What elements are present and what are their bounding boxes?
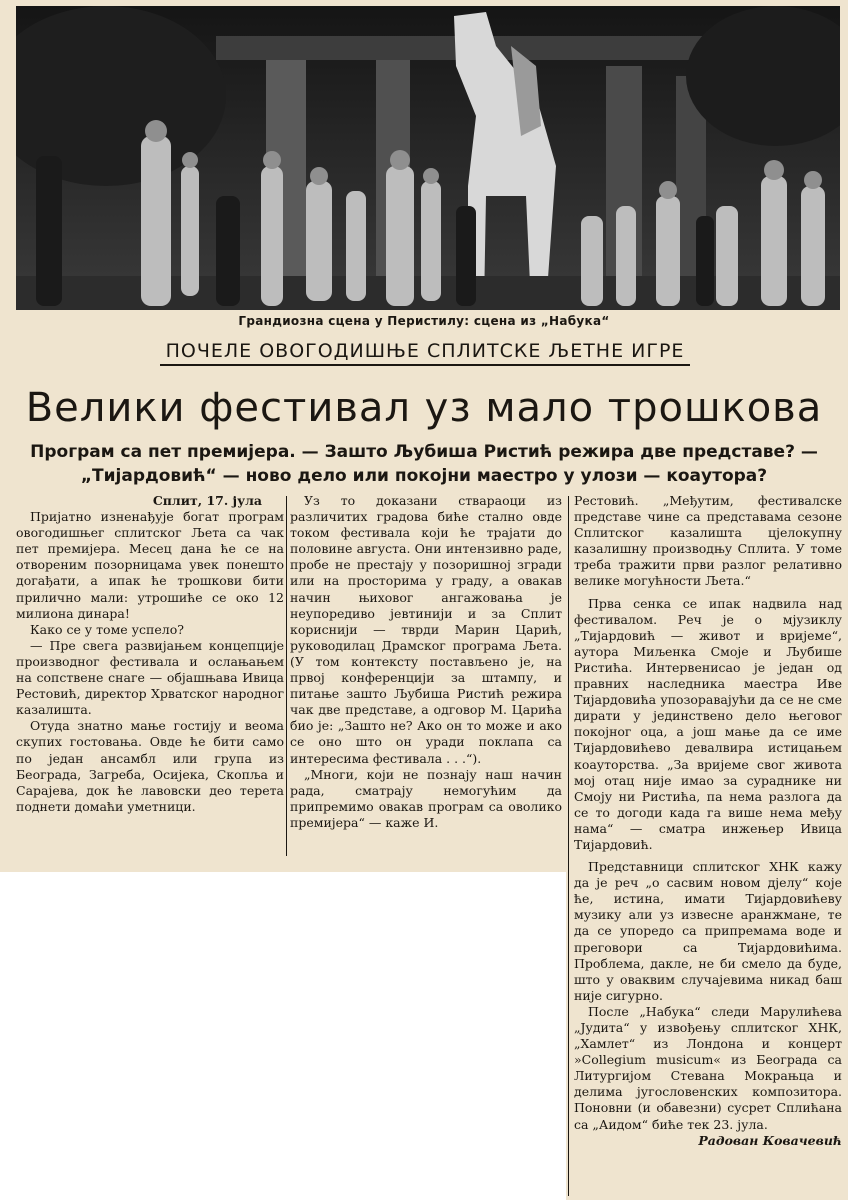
column-1: [16, 493, 284, 815]
photo-caption: Грандиозна сцена у Перистилу: сцена из „Набука“: [238, 314, 610, 328]
paragraph: Представници сплитског ХНК кажу да је реч „о сасвим новом дјелу“ које ће, истина, имати Тијардовићеву музику али уз извесне аранжмане, те да се упоредо са припремама воде и преговори са Тијардовићима. Проблема, дакле, не би смело да буде, што у оваквим случајевима никад баш није сигурно.: [574, 859, 842, 1003]
headline: Велики фестивал уз мало трошкова: [25, 385, 823, 431]
column-rule: [286, 496, 287, 856]
stage-photo: [16, 6, 840, 310]
subhead: [14, 440, 834, 488]
dateline: Сплит, 17. јула: [152, 493, 262, 508]
paragraph: Уз то доказани ствараоци из различитих градова биће стално овде током фестивала који ће трајати до половине августа. Они интензивно раде, пробе не престају у позоришној згради или на просторима у граду, а овакав начин њиховог ангажовања је неупоредиво јевтинији и за Сплит кориснији — тврди Марин Царић, руководилац Драмског програма Љета. (У том контексту постављено је, на првој конференцији за штампу, и питање зашто Љубиша Ристић режира чак две представе, а одговор М. Царића био је: „Зашто не? Ако он то може и ако се оно што он уради поклапа са интересима фестивала . . .“).: [290, 493, 562, 766]
subhead-line-2: „Тијардовић“ — ново дело или покојни маестро у улози — коаутора?: [80, 466, 768, 486]
paragraph: Како се у томе успело?: [30, 621, 184, 637]
column-2: [290, 493, 562, 831]
author-signature: Радован Ковачевић: [698, 1132, 842, 1148]
paragraph: Прва сенка се ипак надвила над фестивалом. Реч је о мјузиклу „Тијардовић — живот и вријеме“, аутора Миљенка Смоје и Љубише Ристића. Интервенисао је један од правних наследника маестра Иве Тијардовића упозоравајући да се не сме дирати у јединствено дело његовог покојног оца, а још мање да се име Тијардовићево девалвира истицањем коауторства. „За вријеме свог живота мој отац није имао за сураднике ни Смоју ни Ристића, па нема разлога да се то догоди када га више нема међу нама“ — сматра инжењер Ивица Тијардовић.: [574, 595, 842, 852]
column-3: [574, 493, 842, 1149]
column-rule: [568, 496, 569, 1196]
paragraph: После „Набука“ следи Марулићева „Јудита“ у извођењу сплитског ХНК, „Хамлет“ из Лондона и концерт »Collegium musicum« из Београда са Литургијом Стевана Мокрањца и делима југословенских композитора. Поновни (и обавезни) сусрет Сплићана са „Аидом“ биће тек 23. јула.: [574, 1003, 842, 1132]
paragraph: „Многи, који не познају наш начин рада, сматрају немогућим да припремимо овакав програм са оволико премијера“ — каже И.: [290, 766, 562, 830]
paragraph: Рестовић. „Међутим, фестивалске представе чине са представама сезоне Сплитског казалишта цјелокупну казалишну производњу Сплита. У томе треба тражити први разлог релативно велике могућности Љета.“: [574, 493, 842, 589]
paragraph: Пријатно изненађује богат програм овогодишњег сплитског Љета са чак пет премијера. Месец дана ће се на отвореним позорницама увек понешто догађати, а ипак ће трошкови бити прилично мали: утрошиће се око 12 милиона динара!: [16, 509, 284, 621]
paragraph: — Пре свега развијањем концепције производног фестивала и ослањањем на сопствене снаге — објашњава Ивица Рестовић, директор Хрватског народног казалишта.: [16, 637, 284, 718]
subhead-line-1: Програм са пет премијера. — Зашто Љубиша Ристић режира две представе? —: [30, 442, 818, 462]
stage-photo-image: [16, 6, 840, 310]
paragraph: Отуда знатно мање гостију и веома скупих гостовања. Овде ће бити само по један ансамбл или група из Београда, Загреба, Осијека, Скопља и Сарајева, док ће лавовски део терета поднети домаћи уметници.: [16, 718, 284, 814]
kicker: ПОЧЕЛЕ ОВОГОДИШЊЕ СПЛИТСКЕ ЉЕТНЕ ИГРЕ: [160, 340, 690, 366]
